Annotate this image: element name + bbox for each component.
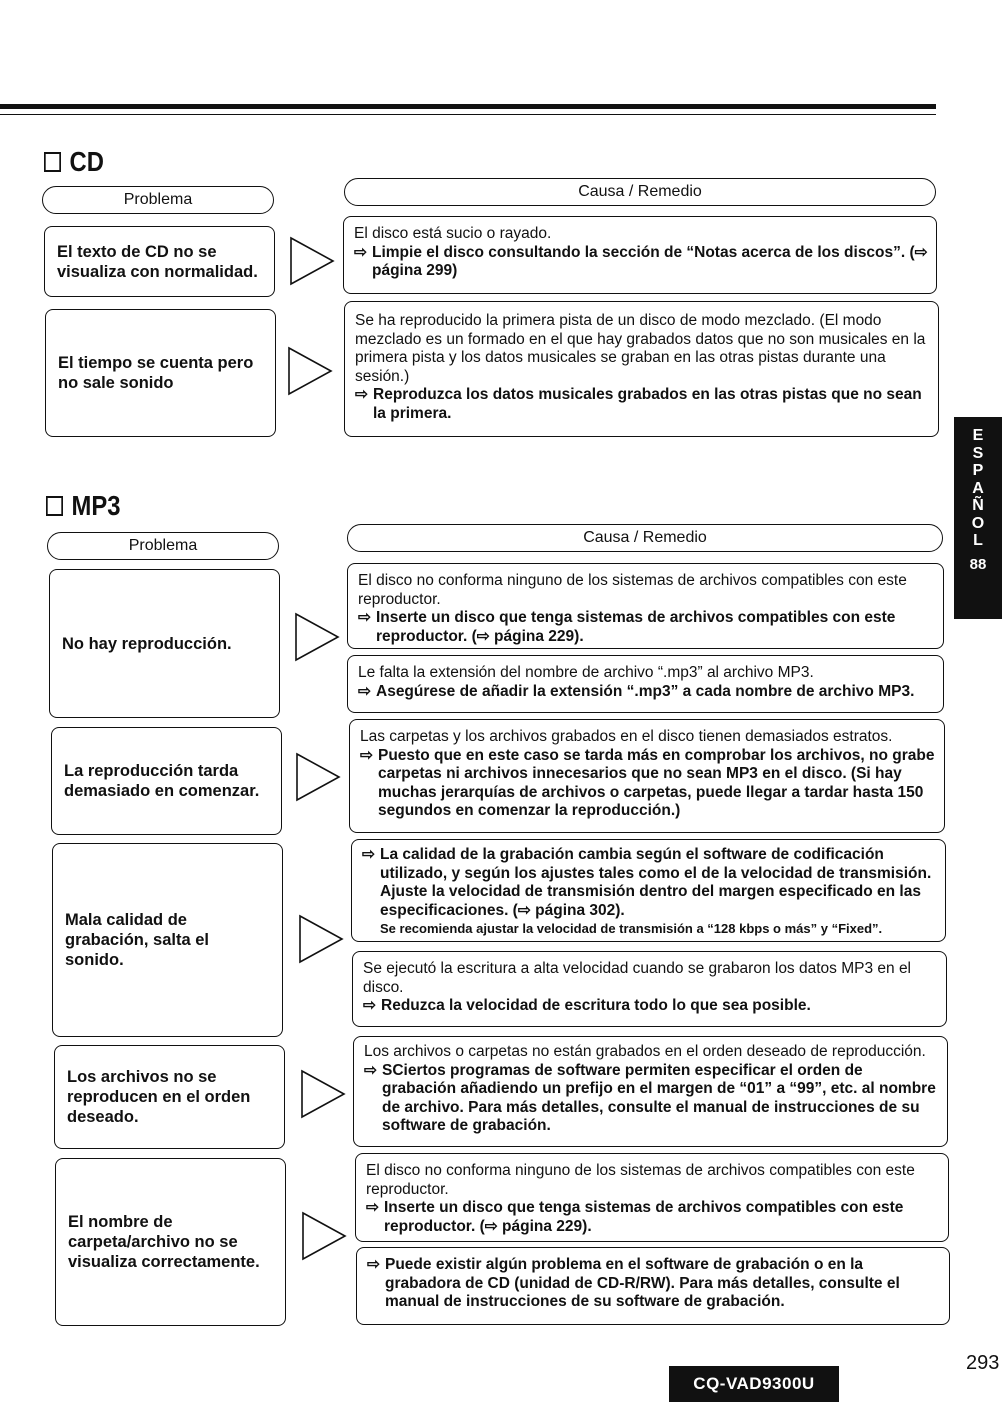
remedy-arrow-icon: ⇨ [355,386,368,403]
mp3-remedy-1: El disco no conforma ninguno de los sistemas de archivos compatibles con este reproductor. ⇨ Inserte un disco que tenga sistemas de archivos compatibles con este reproductor. (⇨ página 229). [347,563,944,649]
arrow-right-icon [287,346,333,396]
mp3-problem-3: Mala calidad de grabación, salta el sonido. [52,843,283,1037]
checkbox-square-icon [44,152,61,172]
side-tab-letter: Ñ [972,497,984,514]
arrow-right-icon [301,1211,347,1261]
side-tab-letter: O [971,514,985,532]
cd-remedy-1: El disco está sucio o rayado. ⇨ Limpie el disco consultando la sección de “Notas acerca de los discos”. (⇨ página 299) [343,216,937,294]
page-number: 293 [966,1352,1000,1374]
mp3-remedy-6: Los archivos o carpetas no están grabados en el orden deseado de reproducción. ⇨ SCiertos programas de software permiten especificar el orden de grabación añadiendo un prefijo en el margen de “01” a “99”, etc. al nombre de archivo. Para más detalles, consulte el manual de instrucciones de su software de grabación. [353,1036,948,1147]
remedy-arrow-icon: ⇨ [354,243,367,261]
side-tab-number: 88 [969,555,987,573]
side-tab-letter: S [972,444,984,462]
mp3-remedy-4: ⇨ La calidad de la grabación cambia según el software de codificación utilizado, y según los ajustes tales como el de la velocidad de transmisión. Ajuste la velocidad de transmisión dentro del margen especificado en las especificaciones. (⇨ página 302). Se recomienda ajustar la velocidad de transmisión a “128 kbps o más” y “Fixed”. [351,839,946,942]
remedy-arrow-icon: ⇨ [363,997,376,1014]
side-tab-letter: A [972,479,984,497]
top-rule-thin [0,114,936,115]
remedy-arrow-icon: ⇨ [362,846,375,863]
mp3-problem-2: La reproducción tarda demasiado en comenzar. [51,727,282,835]
mp3-remedy-5: Se ejecutó la escritura a alta velocidad cuando se grabaron los datos MP3 en el disco. ⇨ Reduzca la velocidad de escritura todo lo que sea posible. [352,951,947,1027]
arrow-right-icon [300,1069,346,1119]
model-badge: CQ-VAD9300U [669,1366,839,1402]
remedy-arrow-icon: ⇨ [360,746,373,764]
cd-section-title: CD [44,146,104,178]
remedy-arrow-icon: ⇨ [364,1061,377,1079]
remedy-arrow-icon: ⇨ [367,1256,380,1273]
side-tab-letter: L [973,532,983,549]
mp3-problem-4: Los archivos no se reproducen en el orden deseado. [54,1045,285,1149]
cd-cause-header: Causa / Remedio [344,178,936,206]
mp3-remedy-8: ⇨ Puede existir algún problema en el software de grabación o en la grabadora de CD (unidad de CD-R/RW). Para más detalles, consulte el manual de instrucciones de su software de grabación. [356,1247,950,1325]
arrow-right-icon [295,752,341,802]
mp3-problem-5: El nombre de carpeta/archivo no se visualiza correctamente. [55,1158,286,1326]
side-tab-letter: E [972,427,984,444]
cd-remedy-2: Se ha reproducido la primera pista de un disco de modo mezclado. (El modo mezclado es un formado en el que hay grabados datos que no son musicales en la primera pista y los datos musicales se graban en las otras pistas durante una sesión.) ⇨ Reproduzca los datos musicales grabados en las otras pistas que no sean la primera. [344,301,939,437]
remedy-arrow-icon: ⇨ [366,1199,379,1216]
cd-problem-header: Problema [42,186,274,214]
remedy-arrow-icon: ⇨ [358,682,371,700]
cd-problem-2: El tiempo se cuenta pero no sale sonido [45,309,276,437]
mp3-problem-header: Problema [47,532,279,560]
arrow-right-icon [289,236,335,286]
language-side-tab [954,417,1002,619]
cd-problem-1: El texto de CD no se visualiza con normalidad. [44,226,275,297]
mp3-remedy-3: Las carpetas y los archivos grabados en el disco tienen demasiados estratos. ⇨ Puesto que en este caso se tarda más en comprobar los archivos, no grabe carpetas ni archivos innecesarios que no sean MP3 en el disco. (Si hay muchas jerarquías de archivos o carpetas, puede llegar a tardar hasta 150 segundos en comenzar la reproducción.) [349,719,945,833]
remedy-arrow-icon: ⇨ [358,609,371,626]
mp3-remedy-7: El disco no conforma ninguno de los sistemas de archivos compatibles con este reproductor. ⇨ Inserte un disco que tenga sistemas de archivos compatibles con este reproductor. (⇨ página 229). [355,1153,949,1242]
arrow-right-icon [294,612,340,662]
mp3-section-title: MP3 [46,490,120,522]
mp3-problem-1: No hay reproducción. [49,569,280,718]
top-rule [0,104,936,109]
mp3-remedy-2: Le falta la extensión del nombre de archivo “.mp3” al archivo MP3. ⇨ Asegúrese de añadir la extensión “.mp3” a cada nombre de archivo MP3. [347,655,944,713]
arrow-right-icon [298,914,344,964]
mp3-cause-header: Causa / Remedio [347,524,943,552]
side-tab-letter: P [972,462,984,479]
checkbox-square-icon [46,496,63,516]
